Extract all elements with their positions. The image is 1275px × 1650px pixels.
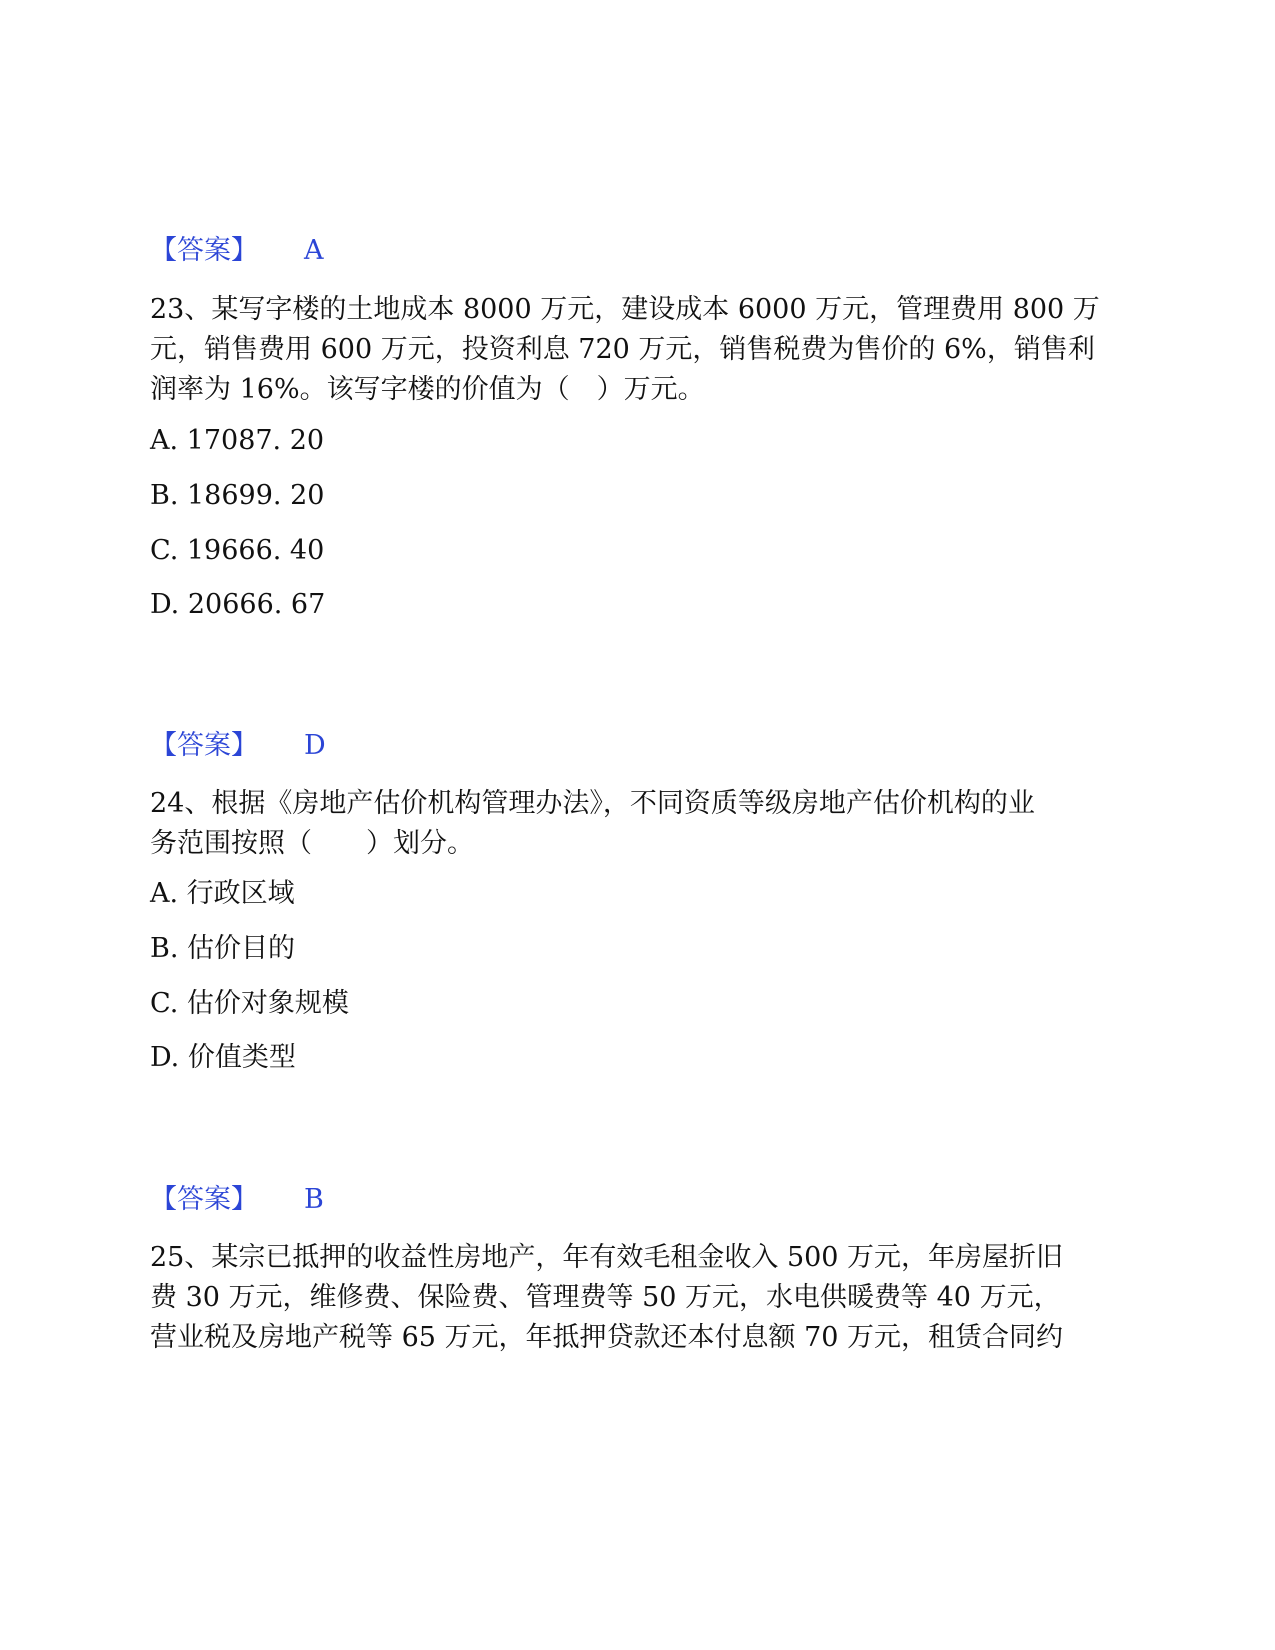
- q23-option-b: B. 18699. 20: [150, 480, 325, 511]
- answer-line-3: [150, 1185, 324, 1215]
- q24-option-b: B. 估价目的: [150, 933, 296, 964]
- q24-option-c: C. 估价对象规模: [150, 988, 349, 1019]
- answer-value: B: [304, 1184, 324, 1215]
- answer-value: A: [304, 235, 324, 266]
- question-24-line-2: 务范围按照（ ）划分。: [150, 828, 474, 859]
- q23-option-c: C. 19666. 40: [150, 535, 325, 566]
- question-23-line-2: 元，销售费用 600 万元，投资利息 720 万元，销售税费为售价的 6%，销售利: [150, 334, 1095, 365]
- answer-label: 【答案】: [150, 730, 258, 761]
- question-23-line-1: 23、某写字楼的土地成本 8000 万元，建设成本 6000 万元，管理费用 800 万: [150, 294, 1100, 325]
- question-25-line-2: 费 30 万元，维修费、保险费、管理费等 50 万元，水电供暖费等 40 万元，: [150, 1282, 1061, 1313]
- q23-option-d: D. 20666. 67: [150, 589, 326, 620]
- question-24: [150, 784, 1130, 864]
- question-23: [150, 290, 1130, 410]
- question-24-line-1: 24、根据《房地产估价机构管理办法》，不同资质等级房地产估价机构的业: [150, 788, 1035, 819]
- q24-option-d: D. 价值类型: [150, 1042, 296, 1073]
- q24-option-a: A. 行政区域: [150, 878, 295, 909]
- answer-label: 【答案】: [150, 235, 258, 266]
- question-25-line-3: 营业税及房地产税等 65 万元，年抵押贷款还本付息额 70 万元，租赁合同约: [150, 1322, 1064, 1353]
- question-25-line-1: 25、某宗已抵押的收益性房地产，年有效毛租金收入 500 万元，年房屋折旧: [150, 1242, 1064, 1273]
- answer-line-1: [150, 236, 324, 266]
- answer-label: 【答案】: [150, 1184, 258, 1215]
- question-25: [150, 1238, 1130, 1358]
- question-23-line-3: 润率为 16%。该写字楼的价值为（ ）万元。: [150, 374, 705, 405]
- answer-value: D: [304, 730, 326, 761]
- q23-option-a: A. 17087. 20: [150, 425, 325, 456]
- answer-line-2: [150, 731, 326, 761]
